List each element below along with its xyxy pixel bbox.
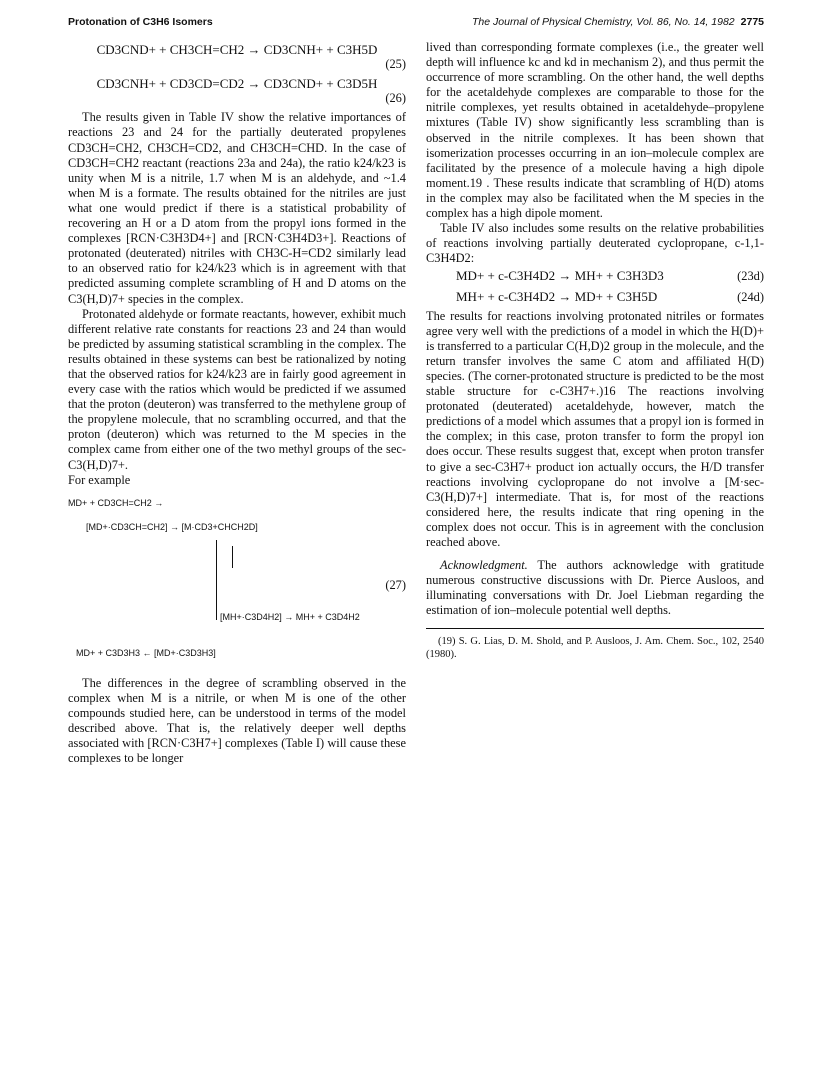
footnote: (19) S. G. Lias, D. M. Shold, and P. Ausloos, J. Am. Chem. Soc., 102, 2540 (1980).	[426, 636, 764, 661]
equation-26-number: (26)	[385, 91, 406, 106]
mechanism-line: MD+ + C3D3H3 ← [MD+·C3D3H3]	[76, 647, 216, 658]
paragraph: The results given in Table IV show the relative importances of reactions 23 and 24 for the partially deuterated propylenes CD3CH=CH2, CH3CH=CD2, and CH3CH=CHD. In the case of CD3CH=CH2 reactant (reactions 23a and 24a), the ratio k24/k23 is unity when M is a nitrile, 1.7 when M is an aldehyde, and ~1.4 when M is a formate. The results obtained for the nitriles are just what one would predict if there is a statistical probability of recovering an H or a D atom from the propyl ions formed in the complexes [RCN·C3H3D4+] and [RCN·C3H4D3+]. Reactions of protonated (deuterated) nitriles with CH3C-H=CD2 similarly lead to an observed ratio for k24/k23 which is in agreement with that predicted assuming complete scrambling of H and D atoms on the C3(H,D)7+ species in the complex.	[68, 110, 406, 306]
equation-23d-number: (23d)	[737, 269, 764, 284]
mechanism-arrow	[232, 546, 233, 568]
equation-24d-number: (24d)	[737, 289, 764, 304]
paragraph: The differences in the degree of scrambling observed in the complex when M is a nitrile, or when M is one of the other compounds studied here, can be understood in terms of the model described above. That is, the relatively deeper well depths associated with [RCN·C3H7+] complexes (Table I) will cause these complexes to be longer	[68, 675, 406, 766]
paragraph: lived than corresponding formate complexes (i.e., the greater well depth will influence kc and kd in mechanism 2), and thus permit the occurrence of more scrambling. On the other hand, the well depths for the acetaldehyde complexes are comparable to those for the nitrile complexes, yet results obtained in acetaldehyde–propylene mixtures (Table IV) show significantly less scrambling than is observed in the nitrile complexes. It has been shown that isomerization processes occurring in an ion–molecule complex are facilitated by the presence of a molecule having a high dipole moment.19 . These results indicate that scrambling of H(D) atoms in the complex may also be facilitated when the M species in the complex has a high dipole moment.	[426, 40, 764, 221]
page-number: 2775	[740, 16, 764, 28]
mechanism-line: MD+ + CD3CH=CH2 →	[68, 497, 164, 508]
equation-27-number: (27)	[385, 577, 406, 592]
mechanism-line: [MD+·CD3CH=CH2] → [M·CD3+CHCH2D]	[86, 521, 258, 532]
equation-25-number: (25)	[385, 57, 406, 72]
left-column	[68, 40, 406, 766]
paragraph: Protonated aldehyde or formate reactants, however, exhibit much different relative rate constants for reactions 23 and 24 than would be predicted by assuming statistical scrambling in the complex. The results obtained in these systems can best be rationalized by noting that the observed ratios for k24/k23 are in fairly good agreement in every case with the ratios which would be predicted if we assumed that the proton (deuteron) was transferred to the methylene group of the propylene molecule, that no scrambling occurred, and that the proton (deuteron) which was returned to the M species in the complex came from either one of the two methyl groups of the sec-C3(H,D)7+.	[68, 306, 406, 472]
paragraph: For example	[68, 472, 131, 487]
equation-25-expr: CD3CND+ + CH3CH=CH2 → CD3CNH+ + C3H5D	[96, 42, 378, 57]
mechanism-27	[68, 492, 406, 670]
acknowledgment-text: The authors acknowledge with gratitude numerous constructive discussions with Dr. Pierce Ausloos, and illuminating conversations with Dr. Joel Liebman regarding the estimation of ion–molecule potential well depths.	[426, 558, 764, 618]
paragraph: The results for reactions involving protonated nitriles or formates agree very well with the predictions of a model in which the H(D)+ is transferred to a particular C(H,D)2 group in the molecule, and the return transfer involves the same C atom and affiliated H(D) species. (The corner-protonated structure is predicted to be the most stable structure for c-C3H7+.)16 The reactions involving protonated (deuterated) acetaldehyde, however, match the predictions of a model which assumes that a propyl ion is formed in the complex; in this case, proton transfer to form the propyl ion does occur. These results suggest that, except when proton transfer to give a sec-C3H7+ product ion actually occurs, the H/D transfer reactions involving cyclopropane do not involve a [M·sec-C3(H,D)7+] intermediate. That is, for most of the reactions considered here, the results indicate that ring opening in the complex does not occur. This is in agreement with the conclusion reached above.	[426, 308, 764, 549]
running-header	[68, 16, 764, 32]
equation-24d-expr: MH+ + c-C3H4D2 → MD+ + C3H5D	[456, 288, 658, 304]
equation-25	[68, 42, 406, 72]
equation-26	[68, 76, 406, 106]
equation-24d	[426, 289, 764, 305]
right-column	[426, 40, 764, 661]
header-title: Protonation of C3H6 Isomers	[68, 16, 213, 28]
acknowledgment	[426, 558, 764, 618]
journal-citation: The Journal of Physical Chemistry, Vol. 86, No. 14, 1982	[472, 16, 735, 28]
mechanism-line: [MH+·C3D4H2] → MH+ + C3D4H2	[220, 611, 360, 622]
equation-26-expr: CD3CNH+ + CD3CD=CD2 → CD3CND+ + C3D5H	[96, 76, 378, 92]
footnote-divider	[426, 628, 764, 629]
header-journal	[472, 16, 764, 28]
equation-23d	[426, 268, 764, 284]
acknowledgment-title: Acknowledgment.	[440, 558, 528, 573]
paragraph: Table IV also includes some results on the relative probabilities of reactions involving partially deuterated cyclopropane, c-1,1-C3H4D2:	[426, 221, 764, 266]
mechanism-arrow	[216, 540, 217, 620]
equation-23d-expr: MD+ + c-C3H4D2 → MH+ + C3H3D3	[456, 268, 664, 284]
